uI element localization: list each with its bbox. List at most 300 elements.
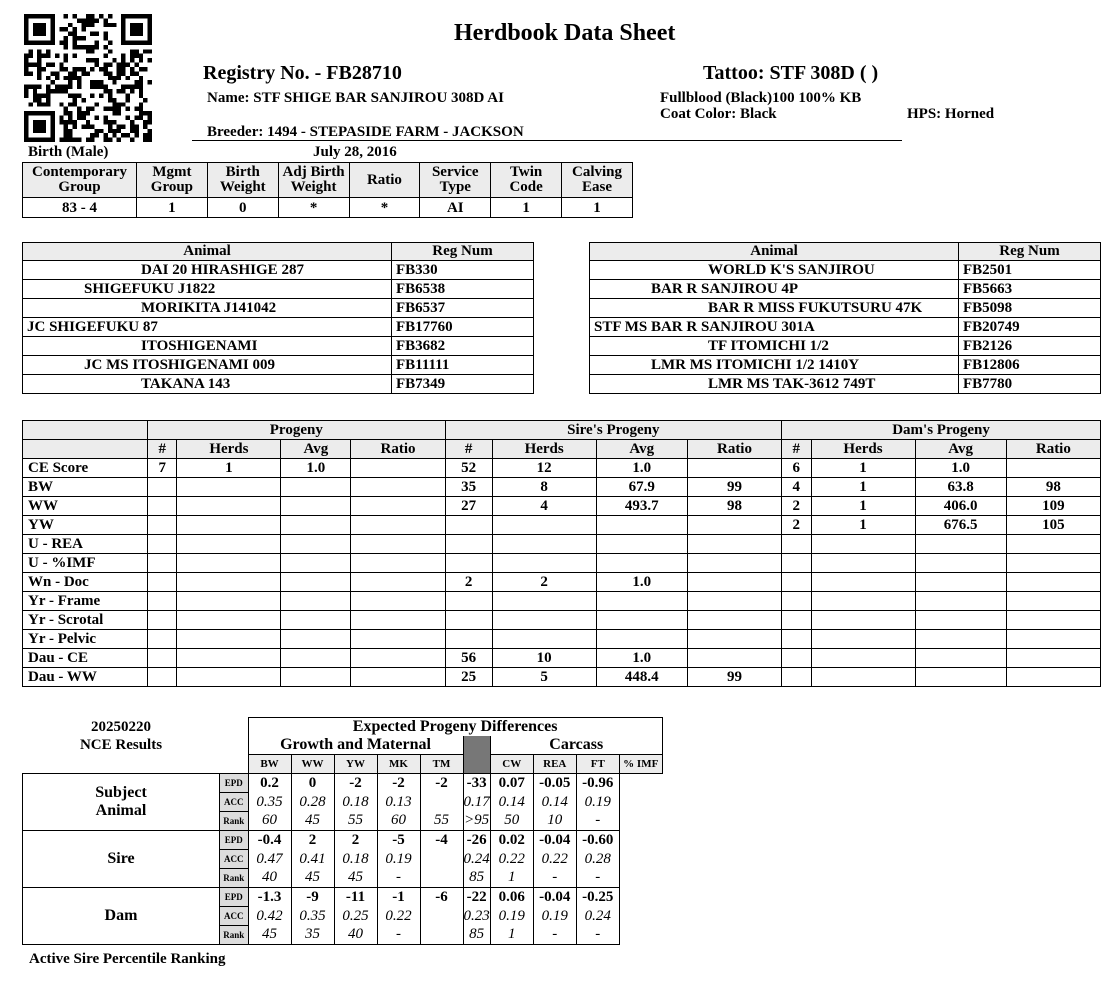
epd-col-header: MK	[377, 755, 420, 774]
epd-value: -0.96	[576, 773, 619, 792]
progeny-cell	[915, 535, 1006, 554]
progeny-cell	[351, 459, 445, 478]
progeny-cell: 4	[782, 478, 811, 497]
progeny-cell: 2	[445, 573, 492, 592]
table-row	[23, 554, 1101, 573]
progeny-cell: 99	[687, 668, 781, 687]
progeny-cell	[782, 535, 811, 554]
progeny-cell	[596, 630, 687, 649]
progeny-cell	[148, 497, 177, 516]
progeny-cell	[811, 611, 915, 630]
progeny-cell	[351, 554, 445, 573]
epd-col-header: WW	[291, 755, 334, 774]
trait-label: YW	[23, 516, 148, 535]
progeny-cell	[177, 592, 281, 611]
progeny-cell	[351, 478, 445, 497]
epd-row-type: ACC	[220, 849, 249, 868]
progeny-cell	[687, 630, 781, 649]
epd-value: -0.04	[533, 887, 576, 906]
epd-col-header: FT	[576, 755, 619, 774]
epd-value: 0.22	[377, 906, 420, 925]
epd-value: 55	[334, 811, 377, 830]
progeny-cell	[1006, 573, 1100, 592]
pedigree-reg: FB12806	[959, 356, 1101, 375]
epd-value: 0.35	[291, 906, 334, 925]
progeny-cell: 1.0	[596, 573, 687, 592]
progeny-cell	[687, 649, 781, 668]
epd-value: -	[576, 925, 619, 944]
progeny-cell	[915, 554, 1006, 573]
table-row	[590, 299, 1101, 318]
epd-value: 35	[291, 925, 334, 944]
progeny-cell	[1006, 668, 1100, 687]
progeny-cell	[687, 592, 781, 611]
progeny-cell: 4	[492, 497, 596, 516]
epd-col-header: CW	[490, 755, 533, 774]
progeny-cell	[492, 554, 596, 573]
table-row	[23, 630, 1101, 649]
animal-name: Name: STF SHIGE BAR SANJIROU 308D AI	[207, 90, 504, 106]
registry-number: Registry No. - FB28710	[203, 62, 402, 84]
progeny-cell	[492, 611, 596, 630]
epd-value: >95	[464, 812, 490, 829]
col-reg: Reg Num	[392, 243, 534, 261]
pedigree-reg: FB6537	[392, 299, 534, 318]
progeny-cell: 56	[445, 649, 492, 668]
epd-value: -5	[377, 830, 420, 849]
pedigree-reg: FB2126	[959, 337, 1101, 356]
progeny-cell	[445, 554, 492, 573]
pedigree-animal: JC SHIGEFUKU 87	[23, 318, 392, 337]
progeny-cell: 98	[687, 497, 781, 516]
birth-label: Birth (Male)	[28, 144, 109, 160]
progeny-cell	[281, 554, 351, 573]
epd-value: 0.2	[248, 773, 291, 792]
progeny-cell	[782, 649, 811, 668]
progeny-cell	[915, 630, 1006, 649]
progeny-cell	[351, 516, 445, 535]
pedigree-animal: ITOSHIGENAMI	[23, 337, 392, 356]
progeny-cell	[445, 630, 492, 649]
progeny-cell	[782, 668, 811, 687]
progeny-cell	[687, 535, 781, 554]
progeny-cell: 25	[445, 668, 492, 687]
epd-value: -0.05	[533, 773, 576, 792]
epd-value: -	[576, 811, 619, 830]
blank-header	[23, 421, 148, 440]
tattoo: Tattoo: STF 308D ( )	[703, 62, 879, 84]
sire-pedigree-table	[22, 242, 534, 394]
progeny-cell	[687, 573, 781, 592]
epd-value: 0.42	[248, 906, 291, 925]
qr-code	[24, 14, 152, 142]
progeny-cell	[281, 668, 351, 687]
progeny-cell	[811, 573, 915, 592]
epd-value: 1	[490, 925, 533, 944]
blank-header	[23, 440, 148, 459]
progeny-cell	[177, 497, 281, 516]
progeny-cell	[811, 554, 915, 573]
epd-value: 0.18	[334, 849, 377, 868]
epd-value	[420, 925, 463, 944]
pedigree-reg: FB6538	[392, 280, 534, 299]
progeny-cell: 109	[1006, 497, 1100, 516]
progeny-cell	[148, 554, 177, 573]
pedigree-reg: FB7780	[959, 375, 1101, 394]
progeny-cell: 676.5	[915, 516, 1006, 535]
progeny-cell: 1.0	[915, 459, 1006, 478]
epd-group-label: Sire	[23, 830, 220, 887]
table-row	[23, 611, 1101, 630]
table-row	[590, 337, 1101, 356]
progeny-cell	[351, 668, 445, 687]
epd-value: 10	[533, 811, 576, 830]
progeny-cell	[492, 516, 596, 535]
birth-header: Contemporary Group	[23, 163, 137, 198]
progeny-cell	[281, 592, 351, 611]
trait-label: Wn - Doc	[23, 573, 148, 592]
epd-col-header: YW	[334, 755, 377, 774]
progeny-cell	[687, 516, 781, 535]
progeny-cell: 6	[782, 459, 811, 478]
progeny-subheader: #	[148, 440, 177, 459]
progeny-subheader: Ratio	[351, 440, 445, 459]
progeny-cell	[492, 592, 596, 611]
epd-value: 0.02	[490, 830, 533, 849]
pedigree-animal: WORLD K'S SANJIROU	[590, 261, 959, 280]
epd-value: 0.24	[576, 906, 619, 925]
progeny-cell	[596, 611, 687, 630]
progeny-cell: 493.7	[596, 497, 687, 516]
progeny-cell	[782, 554, 811, 573]
growth-header: Growth and Maternal	[248, 736, 463, 755]
epd-value: 0.06	[490, 887, 533, 906]
progeny-cell	[596, 535, 687, 554]
progeny-cell: 1.0	[281, 459, 351, 478]
epd-value: -2	[334, 773, 377, 792]
progeny-cell	[596, 592, 687, 611]
progeny-cell	[687, 554, 781, 573]
progeny-cell: 448.4	[596, 668, 687, 687]
progeny-cell	[351, 497, 445, 516]
epd-value: -33	[463, 773, 490, 792]
pedigree-reg: FB11111	[392, 356, 534, 375]
epd-row-type: Rank	[220, 811, 249, 830]
progeny-cell	[281, 497, 351, 516]
progeny-cell	[148, 668, 177, 687]
epd-value: -0.4	[248, 830, 291, 849]
progeny-cell	[148, 611, 177, 630]
epd-value: -	[377, 925, 420, 944]
epd-value: 0	[291, 773, 334, 792]
progeny-cell	[782, 592, 811, 611]
progeny-cell	[1006, 554, 1100, 573]
epd-row-type: Rank	[220, 868, 249, 887]
epd-value: -2	[377, 773, 420, 792]
epd-value	[420, 792, 463, 811]
progeny-cell: 98	[1006, 478, 1100, 497]
birth-date: July 28, 2016	[313, 144, 397, 160]
progeny-cell	[1006, 459, 1100, 478]
pedigree-animal: DAI 20 HIRASHIGE 287	[23, 261, 392, 280]
table-row	[23, 318, 534, 337]
epd-group-label: Dam	[23, 887, 220, 944]
epd-value	[420, 849, 463, 868]
progeny-cell: 1.0	[596, 649, 687, 668]
table-row	[23, 261, 534, 280]
epd-col-header: TM	[420, 755, 463, 774]
birth-value: 83 - 4	[23, 198, 137, 218]
table-row	[23, 337, 534, 356]
trait-label: Dau - WW	[23, 668, 148, 687]
epd-value: -1.3	[248, 887, 291, 906]
progeny-cell	[687, 611, 781, 630]
epd-value: 0.14	[533, 792, 576, 811]
epd-value	[420, 906, 463, 925]
progeny-cell	[1006, 611, 1100, 630]
progeny-cell: 1	[177, 459, 281, 478]
progeny-cell	[281, 630, 351, 649]
progeny-cell: 27	[445, 497, 492, 516]
progeny-cell	[915, 573, 1006, 592]
progeny-cell: 67.9	[596, 478, 687, 497]
progeny-cell	[177, 478, 281, 497]
progeny-cell	[811, 630, 915, 649]
epd-value: 0.19	[490, 906, 533, 925]
epd-value: -26	[463, 830, 490, 849]
pedigree-animal: BAR R SANJIROU 4P	[590, 280, 959, 299]
progeny-cell	[281, 649, 351, 668]
epd-value: -0.25	[576, 887, 619, 906]
progeny-cell	[351, 630, 445, 649]
birth-header: Service Type	[420, 163, 491, 198]
page-title: Herdbook Data Sheet	[454, 20, 676, 46]
progeny-cell	[148, 649, 177, 668]
table-row	[23, 830, 663, 849]
footer-note: Active Sire Percentile Ranking	[29, 951, 226, 967]
progeny-subheader: Avg	[915, 440, 1006, 459]
progeny-cell	[1006, 535, 1100, 554]
table-row	[590, 280, 1101, 299]
progeny-cell: 10	[492, 649, 596, 668]
progeny-subheader: Herds	[811, 440, 915, 459]
progeny-cell	[1006, 592, 1100, 611]
carcass-header: Carcass	[490, 736, 662, 755]
epd-table	[22, 717, 663, 945]
pedigree-animal: MORIKITA J141042	[23, 299, 392, 318]
table-row	[23, 649, 1101, 668]
progeny-cell: 1.0	[596, 459, 687, 478]
progeny-cell	[177, 573, 281, 592]
progeny-cell	[351, 611, 445, 630]
pedigree-reg: FB2501	[959, 261, 1101, 280]
progeny-subheader: Avg	[281, 440, 351, 459]
table-row	[590, 375, 1101, 394]
birth-value: 1	[491, 198, 562, 218]
birth-header: Mgmt Group	[136, 163, 207, 198]
epd-value: 45	[334, 868, 377, 887]
progeny-cell	[148, 535, 177, 554]
progeny-table	[22, 420, 1101, 687]
pedigree-reg: FB5098	[959, 299, 1101, 318]
progeny-cell: 1	[811, 459, 915, 478]
table-row	[590, 261, 1101, 280]
trait-label: Yr - Pelvic	[23, 630, 148, 649]
epd-value: 40	[248, 868, 291, 887]
progeny-cell	[687, 459, 781, 478]
pedigree-reg: FB330	[392, 261, 534, 280]
trait-label: WW	[23, 497, 148, 516]
progeny-cell	[596, 516, 687, 535]
col-animal: Animal	[23, 243, 392, 261]
epd-value	[420, 868, 463, 887]
trait-label: Yr - Scrotal	[23, 611, 148, 630]
epd-value: 0.28	[576, 849, 619, 868]
coat-color: Coat Color: Black	[660, 106, 777, 122]
epd-value: 0.28	[291, 792, 334, 811]
progeny-cell: 1	[811, 516, 915, 535]
table-row	[23, 516, 1101, 535]
epd-col-header: REA	[533, 755, 576, 774]
progeny-cell: 2	[782, 516, 811, 535]
pedigree-animal: JC MS ITOSHIGENAMI 009	[23, 356, 392, 375]
epd-value: 0.41	[291, 849, 334, 868]
epd-value: 85	[463, 868, 490, 887]
table-row	[23, 375, 534, 394]
table-row	[23, 573, 1101, 592]
progeny-cell	[148, 478, 177, 497]
epd-value: 0.22	[490, 849, 533, 868]
progeny-cell	[148, 630, 177, 649]
pedigree-animal: SHIGEFUKU J1822	[23, 280, 392, 299]
table-row	[590, 318, 1101, 337]
birth-header: Twin Code	[491, 163, 562, 198]
epd-value: 40	[334, 925, 377, 944]
trait-label: U - REA	[23, 535, 148, 554]
table-row	[23, 478, 1101, 497]
epd-row-type: ACC	[220, 906, 249, 925]
epd-value: 50	[490, 811, 533, 830]
progeny-cell: 99	[687, 478, 781, 497]
progeny-cell	[177, 649, 281, 668]
progeny-cell	[782, 630, 811, 649]
epd-value: 0.19	[533, 906, 576, 925]
table-row	[23, 356, 534, 375]
table-row	[23, 459, 1101, 478]
sire-progeny-group-header: Sire's Progeny	[445, 421, 781, 440]
epd-value: 45	[291, 868, 334, 887]
table-row	[23, 535, 1101, 554]
progeny-cell	[351, 535, 445, 554]
progeny-cell: 8	[492, 478, 596, 497]
breeder: Breeder: 1494 - STEPASIDE FARM - JACKSON	[207, 124, 524, 140]
progeny-cell	[445, 535, 492, 554]
pedigree-animal: BAR R MISS FUKUTSURU 47K	[590, 299, 959, 318]
epd-value: 45	[248, 925, 291, 944]
progeny-subheader: Herds	[177, 440, 281, 459]
epd-value: 0.23	[463, 907, 490, 924]
epd-row-type: EPD	[220, 830, 249, 849]
progeny-cell	[281, 516, 351, 535]
pedigree-reg: FB5663	[959, 280, 1101, 299]
epd-row-type: Rank	[220, 925, 249, 944]
progeny-cell	[177, 630, 281, 649]
epd-value: -11	[334, 887, 377, 906]
epd-value: 0.14	[490, 792, 533, 811]
progeny-cell: 63.8	[915, 478, 1006, 497]
table-row	[23, 668, 1101, 687]
epd-value: 0.47	[248, 849, 291, 868]
progeny-cell	[915, 649, 1006, 668]
progeny-cell	[492, 630, 596, 649]
epd-value: -9	[291, 887, 334, 906]
epd-value: -0.60	[576, 830, 619, 849]
progeny-group-header: Progeny	[148, 421, 446, 440]
birth-value: 1	[136, 198, 207, 218]
epd-value: 0.35	[248, 792, 291, 811]
progeny-cell	[596, 554, 687, 573]
progeny-cell	[782, 573, 811, 592]
progeny-cell: 105	[1006, 516, 1100, 535]
col-reg: Reg Num	[959, 243, 1101, 261]
epd-value: -	[377, 868, 420, 887]
epd-value: 0.24	[463, 850, 490, 867]
progeny-cell: 7	[148, 459, 177, 478]
epd-value: -4	[420, 830, 463, 849]
trait-label: Yr - Frame	[23, 592, 148, 611]
progeny-cell: 52	[445, 459, 492, 478]
progeny-cell: 2	[492, 573, 596, 592]
progeny-cell	[1006, 630, 1100, 649]
trait-label: U - %IMF	[23, 554, 148, 573]
trait-label: BW	[23, 478, 148, 497]
epd-value: 1	[490, 868, 533, 887]
pedigree-animal: LMR MS ITOMICHI 1/2 1410Y	[590, 356, 959, 375]
progeny-cell: 1	[811, 478, 915, 497]
epd-value: 55	[420, 811, 463, 830]
progeny-cell	[351, 573, 445, 592]
birth-header: Birth Weight	[207, 163, 278, 198]
progeny-cell: 5	[492, 668, 596, 687]
progeny-cell	[811, 592, 915, 611]
epd-row-type: EPD	[220, 773, 249, 792]
epd-value: 0.22	[533, 849, 576, 868]
pedigree-reg: FB7349	[392, 375, 534, 394]
progeny-cell	[351, 592, 445, 611]
epd-value: 0.13	[377, 792, 420, 811]
pedigree-reg: FB17760	[392, 318, 534, 337]
epd-value: -22	[463, 887, 490, 906]
birth-value: AI	[420, 198, 491, 218]
epd-value: -	[576, 868, 619, 887]
progeny-cell	[1006, 649, 1100, 668]
table-row	[23, 887, 663, 906]
pedigree-animal: LMR MS TAK-3612 749T	[590, 375, 959, 394]
pedigree-reg: FB3682	[392, 337, 534, 356]
epd-value: 2	[334, 830, 377, 849]
birth-table	[22, 162, 633, 218]
table-row	[23, 592, 1101, 611]
col-animal: Animal	[590, 243, 959, 261]
table-row	[23, 299, 534, 318]
progeny-cell	[148, 592, 177, 611]
progeny-cell	[782, 611, 811, 630]
epd-value: -0.04	[533, 830, 576, 849]
birth-value: 0	[207, 198, 278, 218]
trait-label: Dau - CE	[23, 649, 148, 668]
progeny-cell: 1	[811, 497, 915, 516]
dam-pedigree-table	[589, 242, 1101, 394]
